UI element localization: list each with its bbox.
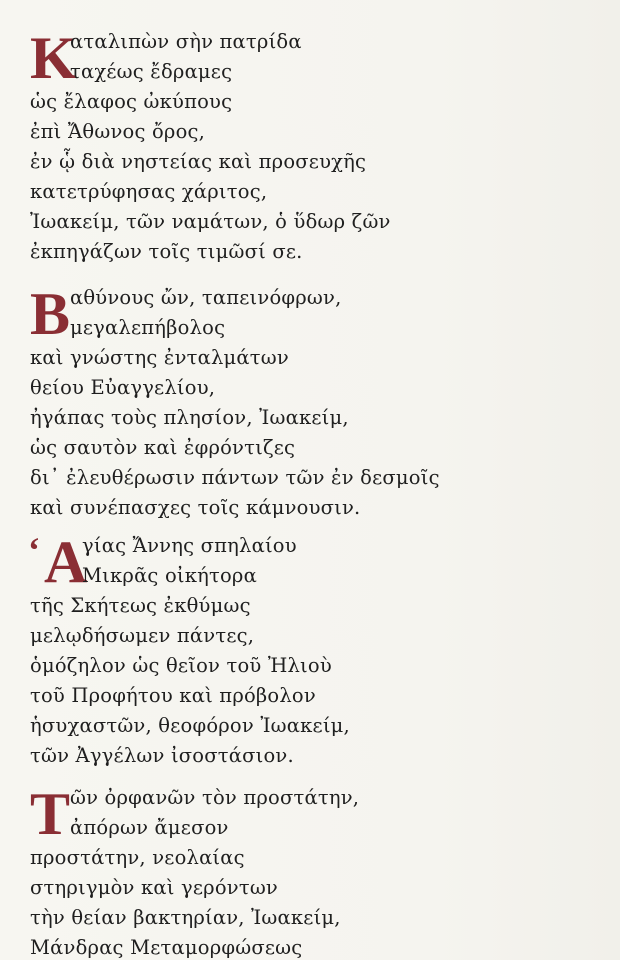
verse-line: προστάτην, νεολαίας xyxy=(30,846,245,869)
verse-line: Μάνδρας Μεταμορφώσεως xyxy=(30,936,303,959)
verse-line: ἐκπηγάζων τοῖς τιμῶσί σε. xyxy=(30,240,303,263)
verse-line: ἠγάπας τοὺς πλησίον, Ἰωακείμ, xyxy=(30,406,349,429)
verse-line: κατετρύφησας χάριτος, xyxy=(30,180,268,203)
verse-line: γίας Ἄννης σπηλαίου xyxy=(82,534,297,557)
verse-line: Ἰωακείμ, τῶν ναμάτων, ὁ ὕδωρ ζῶν xyxy=(30,210,391,233)
verse-line: ἐν ᾧ διὰ νηστείας καὶ προσευχῆς xyxy=(30,150,367,173)
breathing-mark: ‘ xyxy=(28,530,40,570)
verse-line: τῶν Ἀγγέλων ἰσοστάσιον. xyxy=(30,744,294,767)
verse-line: ἡσυχαστῶν, θεοφόρον Ἰωακείμ, xyxy=(30,714,350,737)
verse-line: δι᾽ ἐλευθέρωσιν πάντων τῶν ἐν δεσμοῖς xyxy=(30,466,440,489)
verse-line: καὶ συνέπασχες τοῖς κάμνουσιν. xyxy=(30,496,361,519)
verse-line: ἐπὶ Ἄθωνος ὄρος, xyxy=(30,120,206,143)
verse-line: μεγαλεπήβολος xyxy=(70,316,226,339)
verse-line: αθύνους ὤν, ταπεινόφρων, xyxy=(70,286,342,309)
verse-line: τὴν θείαν βακτηρίαν, Ἰωακείμ, xyxy=(30,906,341,929)
verse-line: στηριγμὸν καὶ γερόντων xyxy=(30,876,278,899)
drop-cap-letter: B xyxy=(30,281,71,347)
verse-line: ῶν ὀρφανῶν τὸν προστάτην, xyxy=(70,786,360,809)
verse-line: θείου Εὐαγγελίου, xyxy=(30,376,216,399)
verse-line: Μικρᾶς οἰκήτορα xyxy=(82,564,257,587)
drop-cap-letter: A xyxy=(44,529,88,595)
drop-cap-letter: T xyxy=(30,781,71,847)
verse-line: ὁμόζηλον ὡς θεῖον τοῦ Ἠλιοὺ xyxy=(30,654,332,677)
verse-line: μελῳδήσωμεν πάντες, xyxy=(30,624,255,647)
verse-line: ὡς ἔλαφος ὠκύπους xyxy=(30,90,233,113)
verse-line: τῆς Σκήτεως ἐκθύμως xyxy=(30,594,251,617)
verse-line: ἀπόρων ἄμεσον xyxy=(70,816,229,839)
verse-line: ταχέως ἔδραμες xyxy=(70,60,233,83)
drop-cap-letter: K xyxy=(30,25,77,91)
verse-line: αταλιπὼν σὴν πατρίδα xyxy=(70,30,302,53)
verse-line: καὶ γνώστης ἐνταλμάτων xyxy=(30,346,289,369)
verse-line: ὡς σαυτὸν καὶ ἐφρόντιζες xyxy=(30,436,296,459)
verse-line: τοῦ Προφήτου καὶ πρόβολον xyxy=(30,684,316,707)
